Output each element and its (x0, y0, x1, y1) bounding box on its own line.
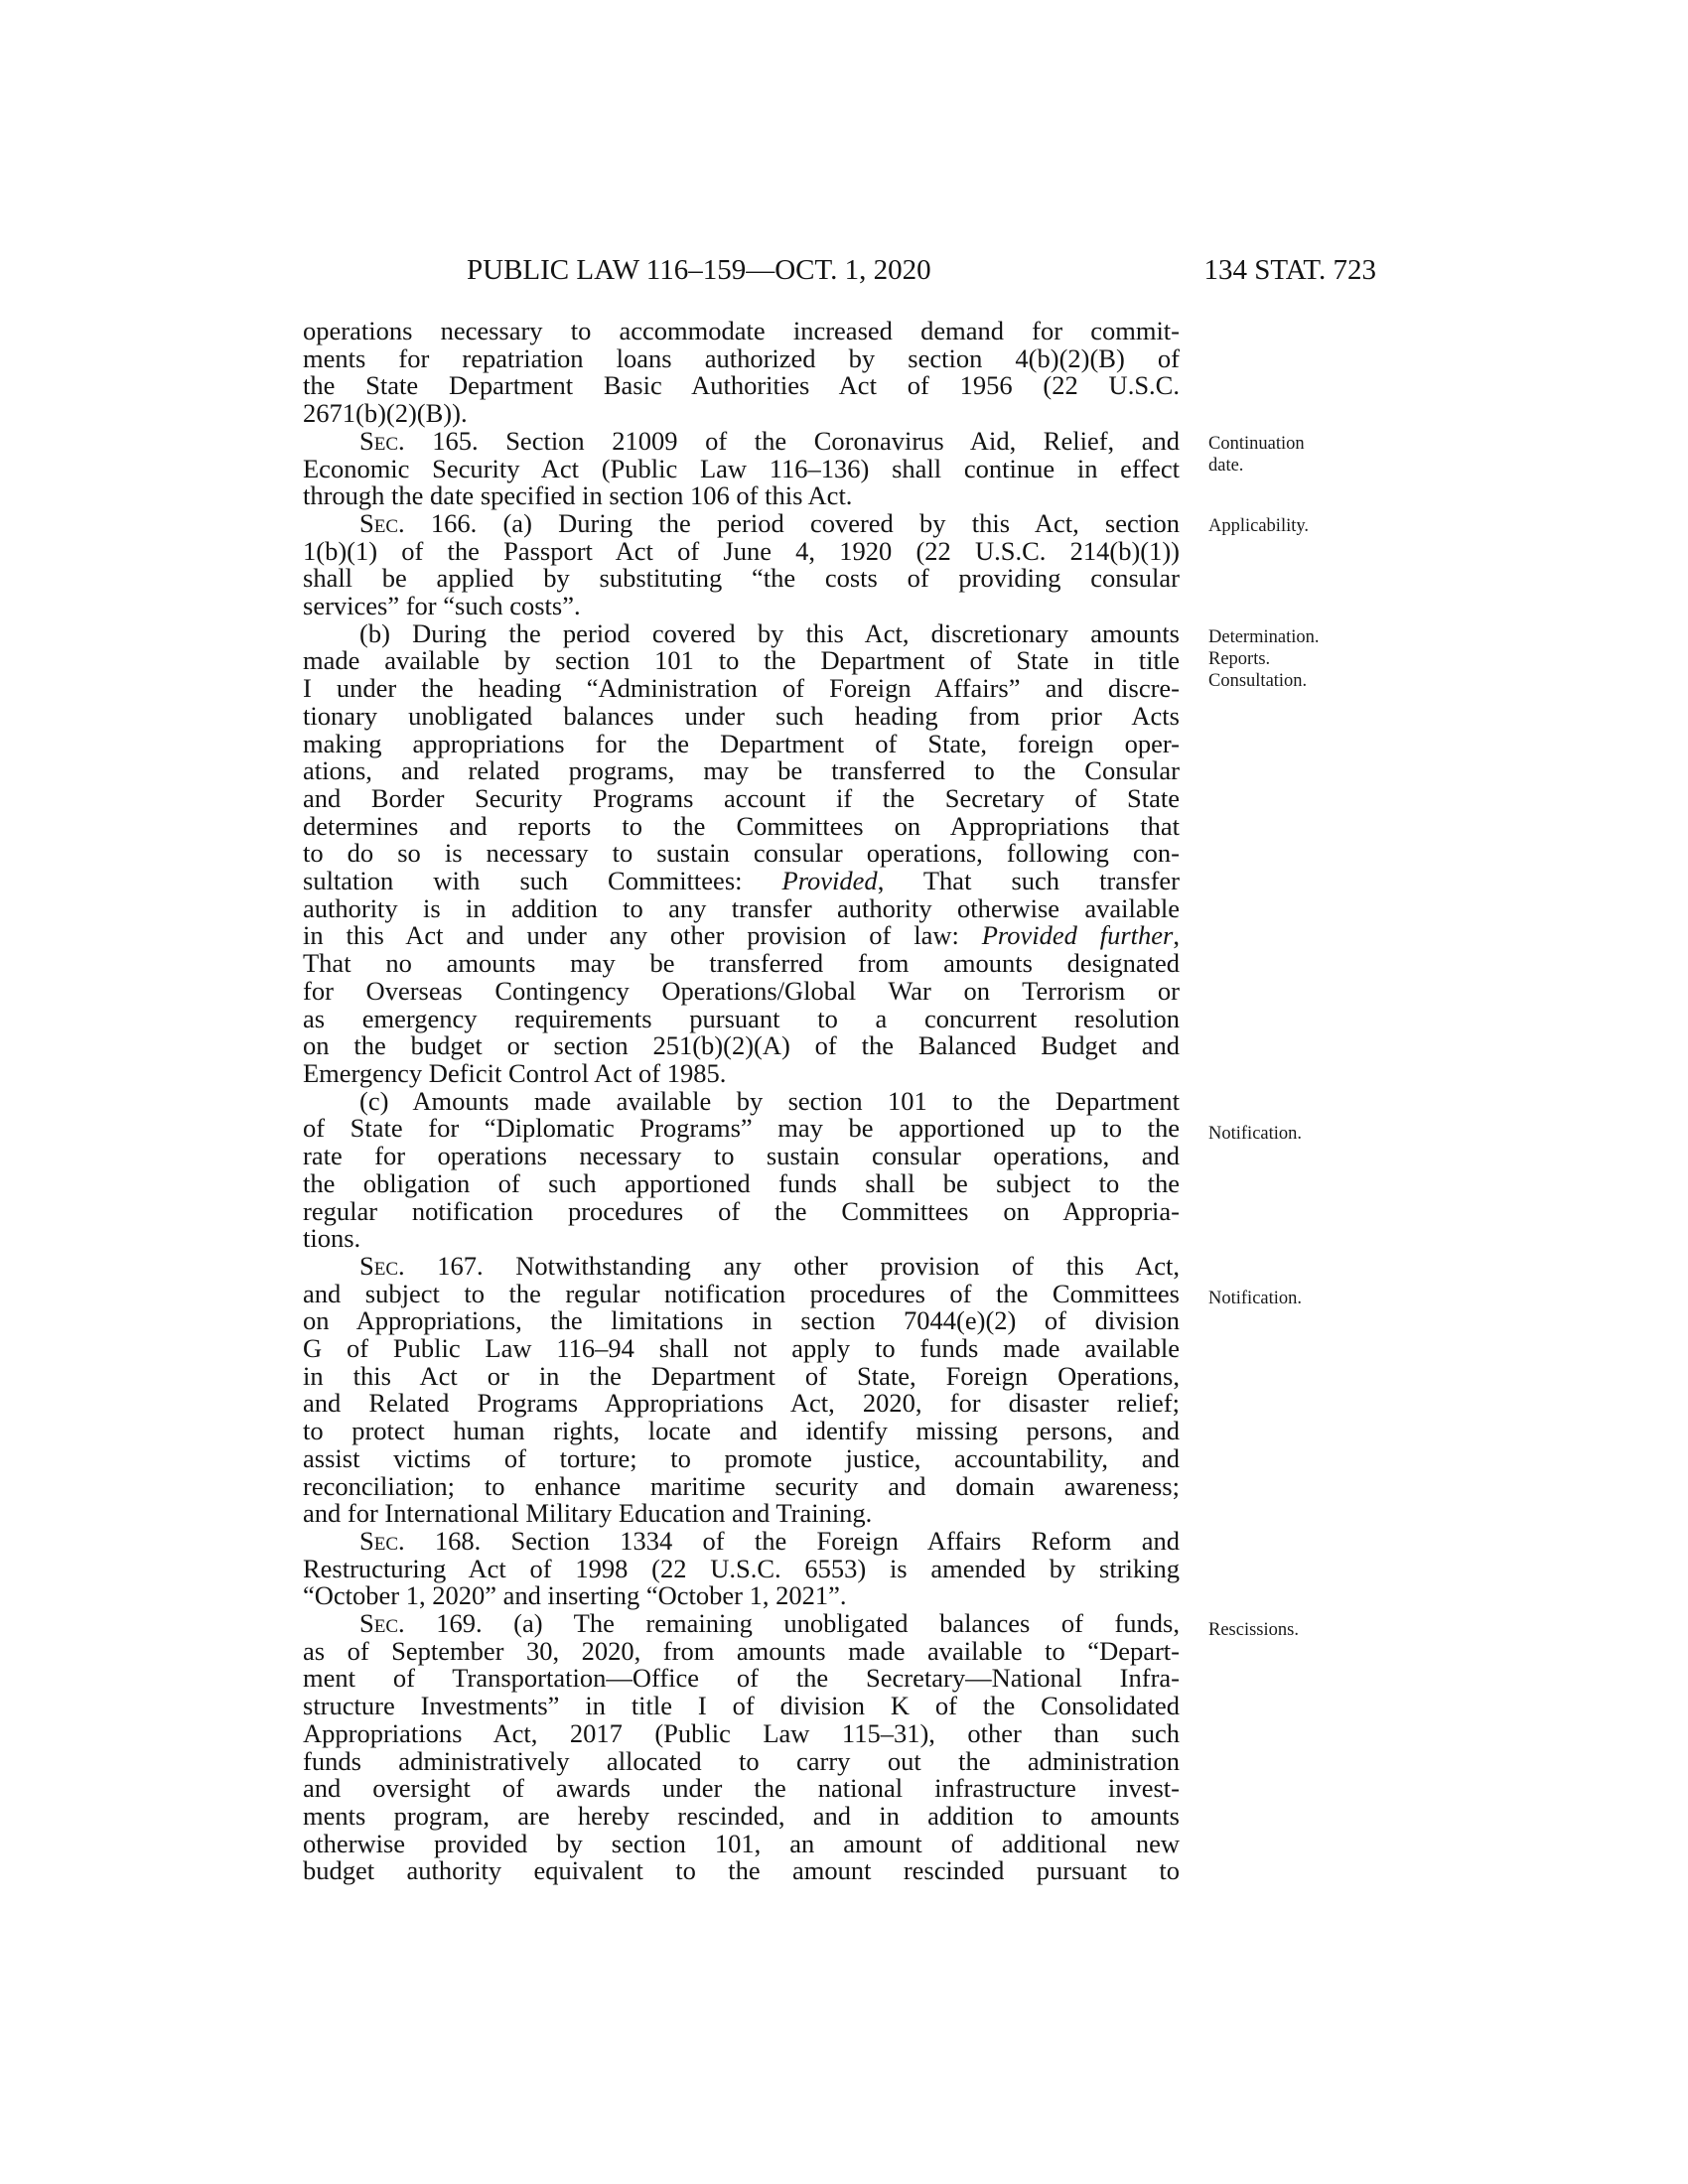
text-line: and Border Security Programs account if the Secretary of State (303, 782, 1180, 813)
section-166-c: (c) Amounts made available by section 101 to the Department (359, 1085, 1180, 1116)
section-167: Sec. 167. Notwithstanding any other provision of this Act, (359, 1250, 1180, 1281)
text-line: budget authority equivalent to the amount rescinded pursuant to (303, 1855, 1180, 1886)
text-line: otherwise provided by section 101, an amount of additional new (303, 1828, 1180, 1858)
margin-note-date: date. (1208, 456, 1244, 476)
text-line: the State Department Basic Authorities Act of 1956 (22 U.S.C. (303, 370, 1180, 401)
section-168: Sec. 168. Section 1334 of the Foreign Affairs Reform and (359, 1525, 1180, 1556)
text-line: to do so is necessary to sustain consular operations, following con- (303, 838, 1180, 869)
text-line: Economic Security Act (Public Law 116–136) shall continue in effect (303, 453, 1180, 483)
text-line: of State for “Diplomatic Programs” may be apportioned up to the (303, 1113, 1180, 1144)
text-line: Appropriations Act, 2017 (Public Law 115–31), other than such (303, 1717, 1180, 1748)
text-line: the obligation of such apportioned funds shall be subject to the (303, 1167, 1180, 1198)
body-text (303, 318, 1180, 1885)
text-line: through the date specified in section 106 of this Act. (303, 480, 853, 511)
sec-label: Sec (359, 507, 399, 538)
section-165: Sec. 165. Section 21009 of the Coronavirus Aid, Relief, and (359, 425, 1180, 456)
sec-label: Sec (359, 1608, 399, 1639)
text-line: tionary unobligated balances under such heading from prior Acts (303, 700, 1180, 731)
text-line: shall be applied by substituting “the costs of providing consular (303, 563, 1180, 594)
text-line: in this Act or in the Department of State, Foreign Operations, (303, 1360, 1180, 1391)
text-line: and for International Military Education and Training. (303, 1498, 873, 1529)
text-line: regular notification procedures of the Committees on Appropria- (303, 1195, 1180, 1226)
text-line: sultation with such Committees: Provided, That such transfer (303, 866, 1180, 896)
header-stat-page: 134 STAT. 723 (1203, 254, 1376, 286)
text-line: Restructuring Act of 1998 (22 U.S.C. 6553) is amended by striking (303, 1553, 1180, 1583)
text-line: reconciliation; to enhance maritime security and domain awareness; (303, 1470, 1180, 1501)
text-line: Emergency Deficit Control Act of 1985. (303, 1057, 727, 1088)
text-line: operations necessary to accommodate increased demand for commit- (303, 316, 1180, 345)
text-line: and Related Programs Appropriations Act, 2020, for disaster relief; (303, 1388, 1180, 1419)
margin-note-applicability: Applicability. (1208, 516, 1310, 536)
header-title: PUBLIC LAW 116–159—OCT. 1, 2020 (467, 254, 931, 286)
text-line: tions. (303, 1223, 361, 1254)
text-line: structure Investments” in title I of division K of the Consolidated (303, 1691, 1180, 1721)
text-line: for Overseas Contingency Operations/Global War on Terrorism or (303, 975, 1180, 1006)
margin-note-rescissions: Rescissions. (1208, 1620, 1299, 1640)
text-line: as of September 30, 2020, from amounts made available to “Depart- (303, 1635, 1180, 1666)
text-line: services” for “such costs”. (303, 591, 581, 621)
text-line: making appropriations for the Department of State, foreign oper- (303, 728, 1180, 758)
text-line: authority is in addition to any transfer authority otherwise available (303, 892, 1180, 923)
sec-label: Sec (359, 1250, 399, 1281)
text-line: ations, and related programs, may be transferred to the Consular (303, 755, 1180, 786)
section-169: Sec. 169. (a) The remaining unobligated balances of funds, (359, 1608, 1180, 1639)
section-166-b: (b) During the period covered by this Act, discretionary amounts (359, 617, 1180, 648)
margin-note-consultation: Consultation. (1208, 671, 1308, 691)
sec-label: Sec (359, 1525, 399, 1556)
margin-note-notification: Notification. (1208, 1289, 1303, 1308)
text-line: as emergency requirements pursuant to a concurrent resolution (303, 1003, 1180, 1033)
text-line: on Appropriations, the limitations in section 7044(e)(2) of division (303, 1305, 1180, 1336)
text-line: That no amounts may be transferred from amounts designated (303, 948, 1180, 979)
sec-label: Sec (359, 425, 399, 456)
section-166: Sec. 166. (a) During the period covered by this Act, section (359, 507, 1180, 538)
text-line: made available by section 101 to the Department of State in title (303, 645, 1180, 676)
text-line: funds administratively allocated to carry out the administration (303, 1745, 1180, 1776)
text-line: and subject to the regular notification procedures of the Committees (303, 1278, 1180, 1308)
provided-italic: Provided (781, 866, 878, 896)
text-line: ment of Transportation—Office of the Secretary—National Infra- (303, 1663, 1180, 1694)
margin-note-continuation: Continuation (1208, 434, 1305, 454)
text-line: I under the heading “Administration of Foreign Affairs” and discre- (303, 673, 1180, 704)
page-header (298, 250, 1376, 290)
text-line: on the budget or section 251(b)(2)(A) of the Balanced Budget and (303, 1030, 1180, 1061)
margin-note-reports: Reports. (1208, 649, 1271, 669)
text-line: in this Act and under any other provision of law: Provided further, (303, 920, 1180, 951)
text-line: determines and reports to the Committees on Appropriations that (303, 810, 1180, 841)
margin-note-determination: Determination. (1208, 627, 1320, 647)
text-line: ments program, are hereby rescinded, and in addition to amounts (303, 1800, 1180, 1831)
text-line: to protect human rights, locate and identify missing persons, and (303, 1416, 1180, 1446)
text-line: 2671(b)(2)(B)). (303, 398, 468, 429)
text-line: assist victims of torture; to promote justice, accountability, and (303, 1442, 1180, 1473)
text-line: G of Public Law 116–94 shall not apply to funds made available (303, 1333, 1180, 1364)
text-line: ments for repatriation loans authorized by section 4(b)(2)(B) of (303, 342, 1180, 373)
provided-further-italic: Provided further (981, 920, 1174, 951)
text-line: “October 1, 2020” and inserting “October 1, 2021”. (303, 1580, 847, 1611)
text-line: and oversight of awards under the national infrastructure invest- (303, 1773, 1180, 1804)
text-line: 1(b)(1) of the Passport Act of June 4, 1920 (22 U.S.C. 214(b)(1)) (303, 535, 1180, 566)
margin-note-notification: Notification. (1208, 1124, 1303, 1144)
text-line: rate for operations necessary to sustain consular operations, and (303, 1141, 1180, 1171)
